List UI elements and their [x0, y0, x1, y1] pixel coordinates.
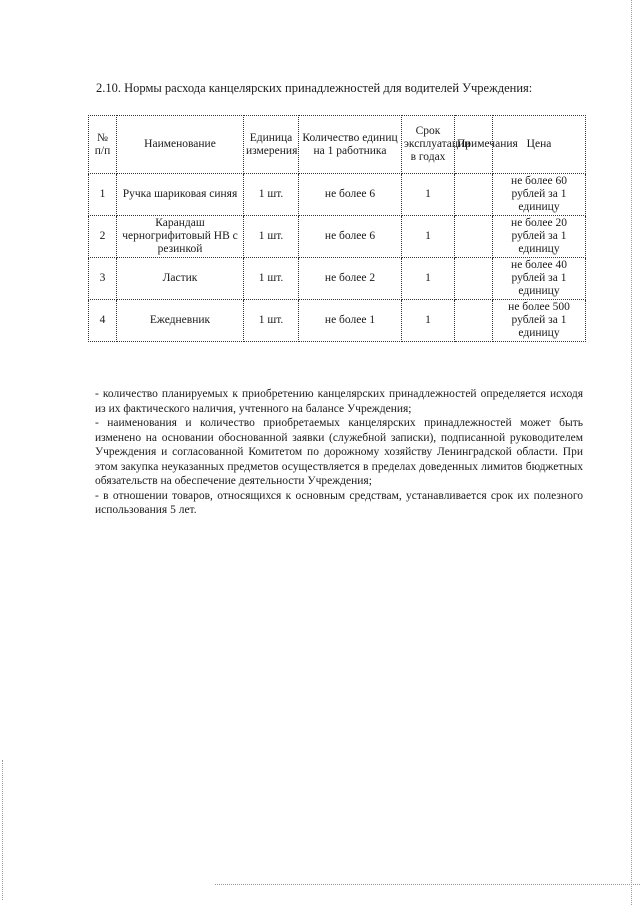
cell-number: 1 — [89, 174, 117, 216]
cell-service-life: 1 — [402, 258, 455, 300]
cell-number: 3 — [89, 258, 117, 300]
cell-notes — [455, 300, 493, 342]
table-row — [89, 174, 586, 216]
table-header-row — [89, 116, 586, 174]
notes-block — [95, 387, 583, 518]
cell-price: не более 60 рублей за 1 единицу — [493, 174, 586, 216]
cell-name: Ежедневник — [117, 300, 244, 342]
table-row — [89, 258, 586, 300]
cell-notes — [455, 258, 493, 300]
header-service-life: Срок эксплуатации в годах — [402, 116, 455, 174]
cell-name: Карандаш черногрифитовый НВ с резинкой — [117, 216, 244, 258]
cell-unit: 1 шт. — [244, 216, 299, 258]
table-row — [89, 300, 586, 342]
scan-edge-right — [631, 0, 633, 905]
cell-unit: 1 шт. — [244, 174, 299, 216]
header-quantity: Количество единиц на 1 работника — [299, 116, 402, 174]
header-price: Цена — [493, 116, 586, 174]
header-notes: Примечания — [455, 116, 493, 174]
table-row — [89, 216, 586, 258]
header-name: Наименование — [117, 116, 244, 174]
cell-number: 2 — [89, 216, 117, 258]
cell-notes — [455, 174, 493, 216]
header-unit: Единица измерения — [244, 116, 299, 174]
cell-price: не более 20 рублей за 1 единицу — [493, 216, 586, 258]
cell-name: Ластик — [117, 258, 244, 300]
cell-unit: 1 шт. — [244, 258, 299, 300]
cell-service-life: 1 — [402, 216, 455, 258]
scan-edge-bottom — [215, 884, 640, 886]
note-paragraph: - количество планируемых к приобретению канцелярских принадлежностей определяется исходя из их фактического наличия, учтенного на балансе Учреждения; — [95, 388, 583, 415]
cell-quantity: не более 6 — [299, 174, 402, 216]
cell-service-life: 1 — [402, 174, 455, 216]
cell-quantity: не более 6 — [299, 216, 402, 258]
note-paragraph: - в отношении товаров, относящихся к основным средствам, устанавливается срок их полезного использования 5 лет. — [95, 489, 583, 516]
header-number: № п/п — [89, 116, 117, 174]
cell-unit: 1 шт. — [244, 300, 299, 342]
cell-number: 4 — [89, 300, 117, 342]
supplies-norms-table — [88, 115, 586, 342]
cell-service-life: 1 — [402, 300, 455, 342]
cell-name: Ручка шариковая синяя — [117, 174, 244, 216]
cell-notes — [455, 216, 493, 258]
cell-price: не более 40 рублей за 1 единицу — [493, 258, 586, 300]
scan-edge-left — [2, 760, 4, 900]
cell-quantity: не более 2 — [299, 258, 402, 300]
cell-price: не более 500 рублей за 1 единицу — [493, 300, 586, 342]
note-paragraph: - наименования и количество приобретаемых канцелярских принадлежностей может быть изменено на основании обоснованной заявки (служебной записки), подписанной руководителем Учреждения и согласованной Комитетом по дорожному хозяйству Ленинградской области. При этом закупка неуказанных предметов осуществляется в пределах доведенных лимитов бюджетных обязательств на обеспечение деятельности Учреждения; — [95, 417, 583, 487]
section-heading: 2.10. Нормы расхода канцелярских принадлежностей для водителей Учреждения: — [96, 81, 533, 95]
cell-quantity: не более 1 — [299, 300, 402, 342]
